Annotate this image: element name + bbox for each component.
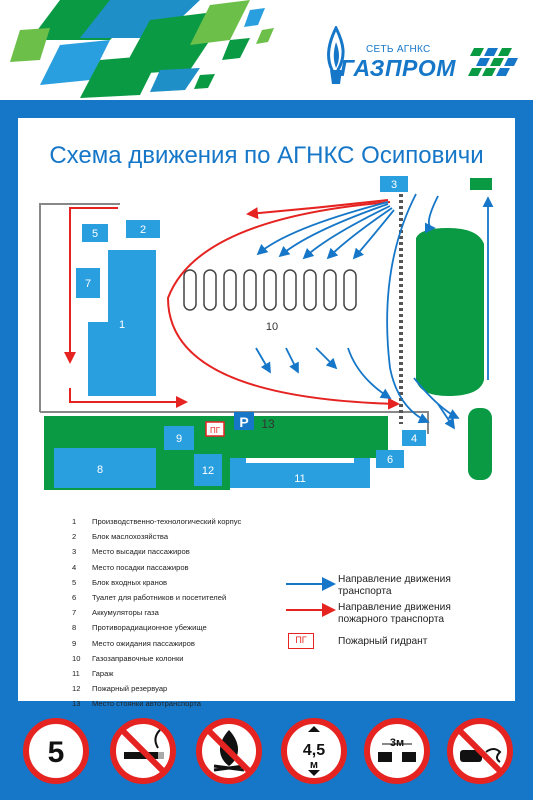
legend-item: 13 Место стоянки автотранспорта <box>72 699 202 709</box>
legend-item: 4 Место посадки пассажиров <box>72 562 189 572</box>
gazprom-logo <box>316 18 526 88</box>
legend-item: 3 Место высадки пассажиров <box>72 547 190 557</box>
svg-text:3м: 3м <box>389 737 405 749</box>
prohibition-signs <box>0 708 533 800</box>
label-8: 8 <box>96 464 104 476</box>
legend-item: 12 Пожарный резервуар <box>72 684 168 694</box>
green-stripes-pattern <box>10 0 274 98</box>
label-5: 5 <box>91 228 99 240</box>
scheme-board <box>18 118 515 709</box>
label-7: 7 <box>84 278 92 290</box>
hydrant-key: Пожарный гидрант <box>338 636 428 647</box>
legend-item: 2 Блок маслохозяйства <box>72 532 169 542</box>
label-9: 9 <box>175 433 183 445</box>
label-10: 10 <box>265 321 279 333</box>
hydrant-key-icon: ПГ <box>288 633 314 649</box>
label-13: 13 <box>261 417 275 431</box>
fuel-dispensers <box>184 270 356 310</box>
label-4: 4 <box>410 433 418 445</box>
label-3: 3 <box>390 179 398 191</box>
label-11: 11 <box>294 473 306 485</box>
network-text: СЕТЬ АГНКС <box>366 44 431 55</box>
legend <box>72 514 241 711</box>
green-island <box>416 228 484 396</box>
label-2: 2 <box>139 224 147 236</box>
no-open-fire-icon <box>199 721 259 781</box>
legend-item: 1 Производственно-технологический корпус <box>72 517 242 526</box>
legend-item: 8 Противорадиационное убежище <box>72 623 207 633</box>
svg-text:4,5: 4,5 <box>302 742 326 759</box>
height-limit-icon <box>284 721 344 781</box>
svg-text:5: 5 <box>47 736 65 769</box>
no-smoking-icon <box>113 721 173 781</box>
legend-item: 10 Газозаправочные колонки <box>72 653 184 663</box>
legend-item: 5 Блок входных кранов <box>72 577 168 587</box>
legend-item: 11 Гараж <box>72 668 114 678</box>
label-1: 1 <box>118 319 126 331</box>
legend-arrows <box>284 576 344 676</box>
hydrant-letter: ПГ <box>209 426 221 435</box>
legend-item: 9 Место ожидания пассажиров <box>72 638 195 648</box>
speed-limit-icon <box>26 721 86 781</box>
legend-item: 6 Туалет для работников и посетителей <box>72 592 227 602</box>
green-island-small <box>470 178 492 190</box>
brand-name: ГАЗПРОМ <box>340 55 456 81</box>
label-12: 12 <box>201 465 215 477</box>
no-engine-running-icon <box>450 721 510 781</box>
legend-item: 7 Аккумуляторы газа <box>72 608 159 618</box>
green-island-bottom <box>468 408 492 480</box>
parking-letter: P <box>239 414 249 430</box>
label-6: 6 <box>386 454 394 466</box>
traffic-key: Направление движения транспорта <box>338 574 451 597</box>
fire-key: Направление движения пожарного транспорта <box>338 602 451 625</box>
page-title: Схема движения по АГНКС Осиповичи <box>49 142 484 169</box>
header <box>0 0 533 100</box>
site-map <box>18 118 515 498</box>
building-8 <box>54 448 156 488</box>
checker-flag-icon <box>464 44 524 84</box>
min-distance-icon <box>367 721 427 781</box>
svg-text:м: м <box>309 759 319 771</box>
